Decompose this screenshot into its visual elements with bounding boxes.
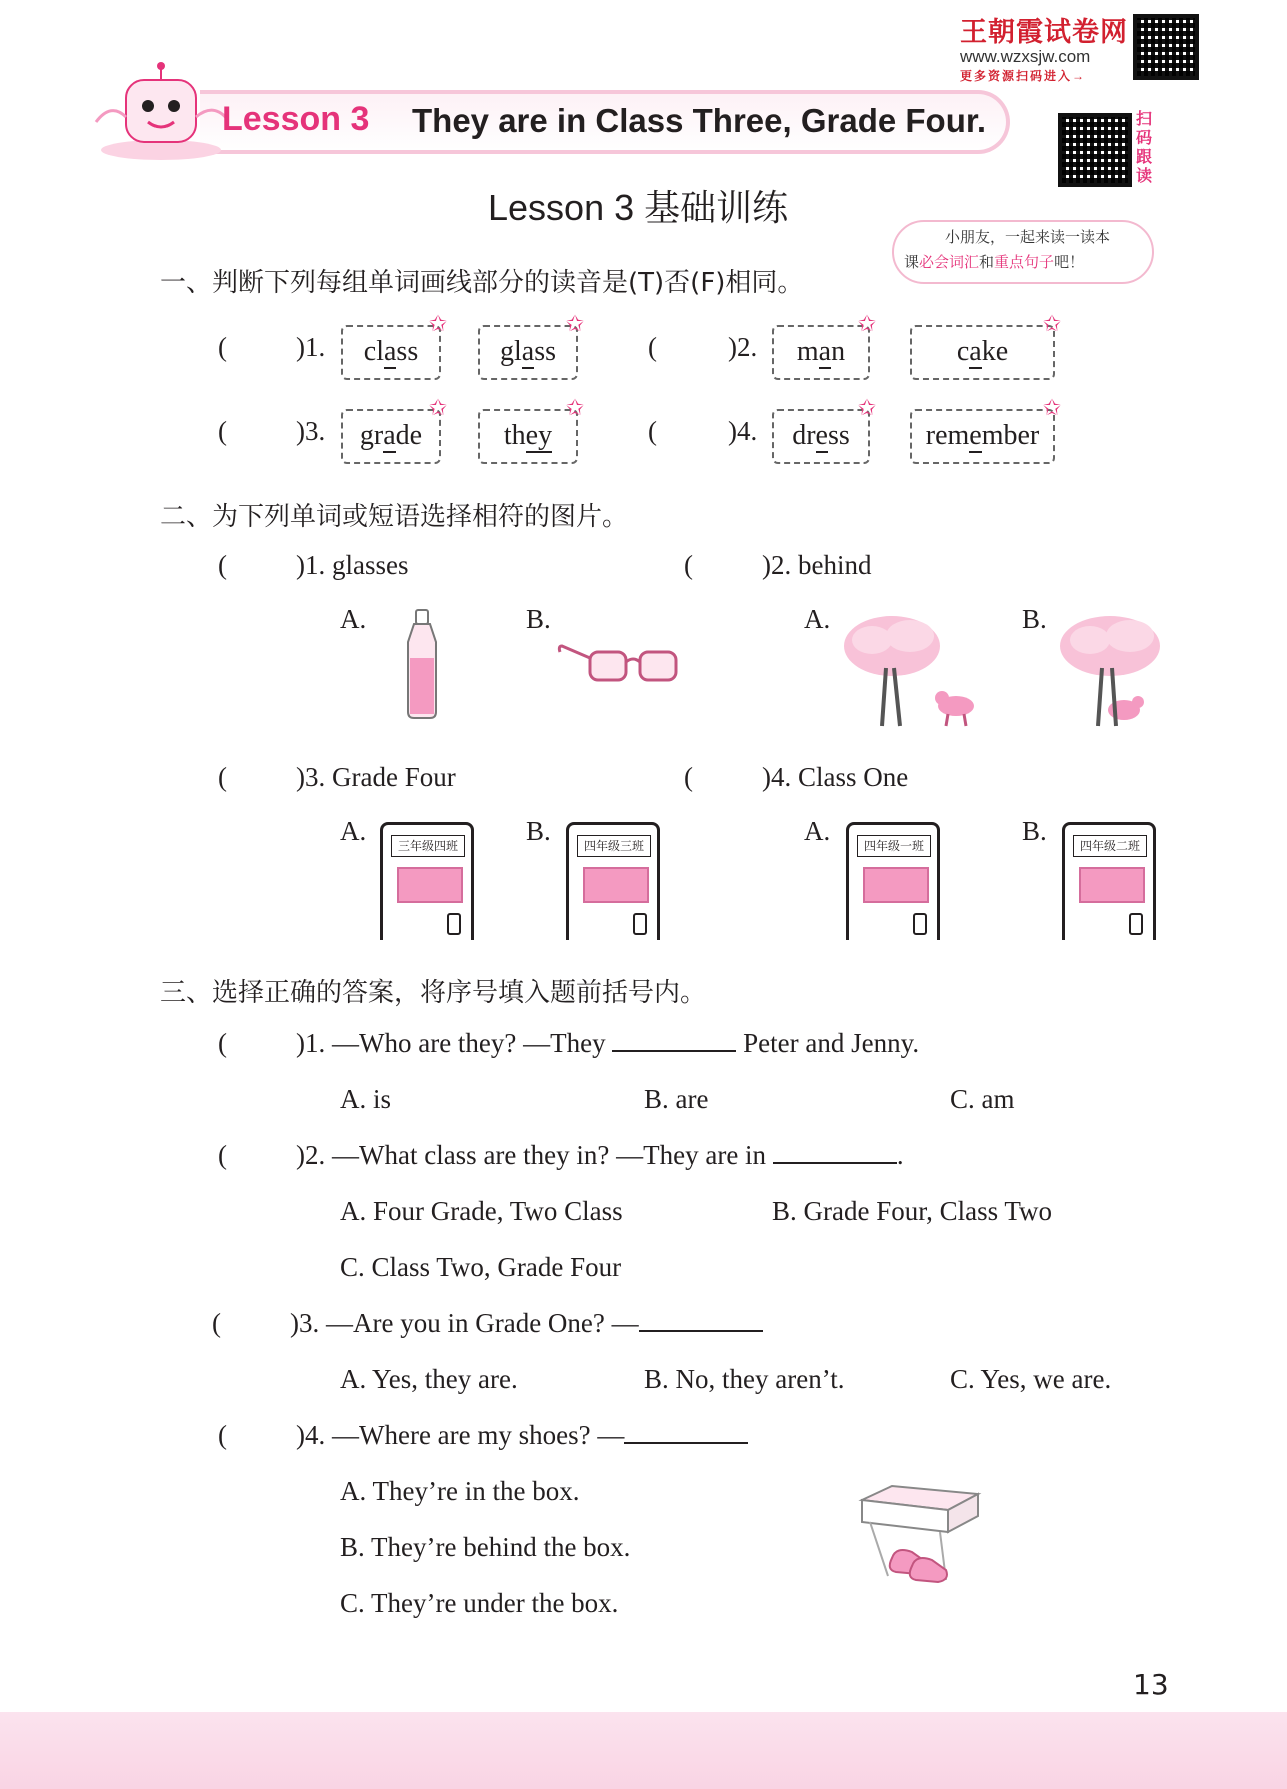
choice-option: A. Yes, they are. [340, 1364, 518, 1394]
door-window [1079, 867, 1145, 903]
option-letter: B. [526, 604, 551, 634]
star-icon: ✩ [857, 395, 877, 420]
question-label: )3. Grade Four [296, 762, 456, 792]
brand-tagline: 更多资源扫码进入→ [960, 69, 1087, 83]
answer-paren-open: ( [684, 762, 693, 792]
option-letter: B. [526, 816, 551, 846]
bubble-line-1: 小朋友，一起来读一读本 [945, 230, 1111, 246]
word-box: grade ✩ [341, 409, 441, 464]
choice-option: B. Grade Four, Class Two [772, 1196, 1053, 1226]
answer-paren-open: ( [218, 550, 227, 580]
lesson-tag: Lesson 3 [222, 100, 370, 138]
choice-option: A. Four Grade, Two Class [340, 1196, 623, 1226]
dog-behind-tree-icon[interactable] [1054, 606, 1164, 730]
answer-blank[interactable] [624, 1420, 748, 1444]
classroom-door[interactable] [846, 822, 940, 940]
option-letter: A. [804, 604, 831, 634]
answer-blank[interactable] [773, 1140, 897, 1164]
answer-paren-open: ( [212, 1308, 221, 1338]
star-icon: ✩ [565, 311, 585, 336]
answer-paren-open: ( [218, 1028, 227, 1058]
shoes-under-box-icon [856, 1480, 982, 1598]
choice-option: B. No, they aren’t. [644, 1364, 845, 1394]
qr-read-along-label: 扫码跟读 [1136, 111, 1153, 185]
answer-paren-open: ( [218, 1420, 227, 1450]
word-box: class ✩ [341, 325, 441, 380]
answer-paren-open: ( [218, 1140, 227, 1170]
question-label: )2. behind [762, 550, 872, 580]
choice-option: B. They’re behind the box. [340, 1532, 631, 1562]
classroom-door[interactable] [566, 822, 660, 940]
star-icon: ✩ [428, 311, 448, 336]
door-handle-icon [447, 913, 461, 935]
option-letter: A. [804, 816, 831, 846]
robot-mascot-icon [86, 62, 236, 162]
door-sign: 四年级二班 [1073, 835, 1147, 857]
question-label: )1. glasses [296, 550, 409, 580]
star-icon: ✩ [428, 395, 448, 420]
question-text: )2. —What class are they in? —They are in . [296, 1140, 904, 1170]
choice-option: C. They’re under the box. [340, 1588, 619, 1618]
qr-code-read-along-icon[interactable] [1058, 113, 1132, 187]
word-box: man ✩ [772, 325, 870, 380]
answer-blank[interactable] [612, 1028, 736, 1052]
brand-url[interactable]: www.wzxsjw.com [960, 47, 1091, 66]
choice-option: C. am [950, 1084, 1015, 1114]
star-icon: ✩ [565, 395, 585, 420]
page-title: Lesson 3 基础训练 [488, 187, 789, 228]
item-number: )4. [728, 416, 758, 446]
option-letter: A. [340, 816, 367, 846]
word-box: remember ✩ [910, 409, 1055, 464]
choice-option: C. Yes, we are. [950, 1364, 1112, 1394]
option-letter: A. [340, 604, 367, 634]
star-icon: ✩ [1042, 395, 1062, 420]
choice-option: A. is [340, 1084, 392, 1114]
section-1-heading: 一、判断下列每组单词画线部分的读音是(T)否(F)相同。 [160, 268, 804, 298]
lesson-title: They are in Class Three, Grade Four. [412, 102, 987, 139]
item-number: )2. [728, 332, 758, 362]
choice-option: B. are [644, 1084, 709, 1114]
answer-paren-open: ( [218, 762, 227, 792]
classroom-door[interactable] [1062, 822, 1156, 940]
question-text: )4. —Where are my shoes? — [296, 1420, 748, 1451]
door-window [583, 867, 649, 903]
question-label: )4. Class One [762, 762, 909, 792]
word-box: dress ✩ [772, 409, 870, 464]
page-number: 13 [1133, 1668, 1169, 1701]
option-letter: B. [1022, 604, 1047, 634]
section-3-heading: 三、选择正确的答案，将序号填入题前括号内。 [160, 978, 707, 1008]
door-sign: 四年级三班 [577, 835, 651, 857]
answer-paren-open: ( [684, 550, 693, 580]
brand-block [960, 10, 1130, 84]
door-window [863, 867, 929, 903]
door-handle-icon [913, 913, 927, 935]
choice-option: A. They’re in the box. [340, 1476, 580, 1506]
bottle-icon[interactable] [402, 608, 442, 720]
choice-option: C. Class Two, Grade Four [340, 1252, 622, 1282]
brand-name: 王朝霞试卷网 [960, 17, 1128, 47]
answer-paren-open: ( [648, 332, 657, 362]
item-number: )3. [296, 416, 326, 446]
section-2-heading: 二、为下列单词或短语选择相符的图片。 [160, 502, 629, 532]
word-box: they ✩ [478, 409, 578, 464]
answer-paren-open: ( [218, 416, 227, 446]
qr-code-icon[interactable] [1133, 14, 1199, 80]
word-box: cake ✩ [910, 325, 1055, 380]
star-icon: ✩ [1042, 311, 1062, 336]
star-icon: ✩ [857, 311, 877, 336]
footer-band [0, 1712, 1287, 1789]
door-sign: 三年级四班 [391, 835, 465, 857]
word-box: glass ✩ [478, 325, 578, 380]
answer-paren-open: ( [218, 332, 227, 362]
classroom-door[interactable] [380, 822, 474, 940]
door-handle-icon [1129, 913, 1143, 935]
question-text: )3. —Are you in Grade One? — [290, 1308, 763, 1339]
door-sign: 四年级一班 [857, 835, 931, 857]
question-text: )1. —Who are they? —They Peter and Jenny. [296, 1028, 920, 1058]
door-handle-icon [633, 913, 647, 935]
dog-beside-tree-icon[interactable] [842, 606, 982, 730]
door-window [397, 867, 463, 903]
glasses-icon[interactable] [556, 640, 684, 688]
answer-paren-open: ( [648, 416, 657, 446]
answer-blank[interactable] [639, 1308, 763, 1332]
option-letter: B. [1022, 816, 1047, 846]
item-number: )1. [296, 332, 326, 362]
bubble-line-2: 课必会词汇和重点句子吧！ [904, 255, 1085, 271]
